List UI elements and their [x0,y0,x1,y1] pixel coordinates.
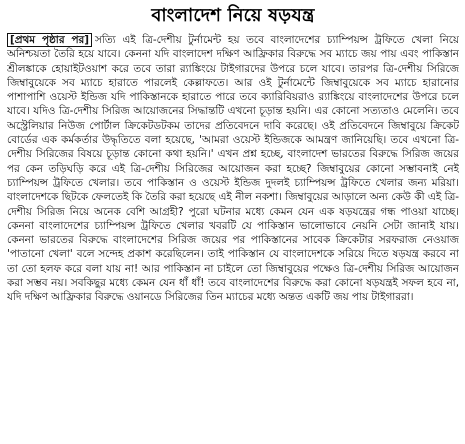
article-headline: বাংলাদেশ নিয়ে ষড়যন্ত্র [151,5,315,26]
article-body [7,33,459,305]
continued-from-front-page-tag: [প্রথম পৃষ্ঠার পর] [7,33,92,47]
article-body-container [7,33,459,443]
article-body-text: সত্যি এই ত্রি-দেশীয় টুর্নামেন্ট হয় তবে বাংলাদেশের চ্যাম্পিয়ন্স ট্রফিতে খেলা নিয়ে অনিশ্চয়তা তৈরি হয়ে যাবে। কেননা যদি বাংলাদেশ দক্ষিণ আফ্রিকার বিরুদ্ধে সব ম্যাচে জয় পায় এবং পাকিস্তান শ্রীলঙ্কাকে হোয়াইটওয়াশ করে তবে তারা র‍্যাঙ্কিংয়ে টাইগারদের উপরে চলে যাবে। তারপর ত্রি-দেশীয় সিরিজে জিম্বাবুয়েকে সব ম্যাচে হারাতে পারলেই কেল্লাফতে। আর ওই টুর্নামেন্টে জিম্বাবুয়েকে সব ম্যাচে হারানোর পাশাপাশি ওয়েস্ট ইন্ডিজ যদি পাকিস্তানকে হারাতে পারে তবে ক্যারিবিয়রাও র‍্যাঙ্কিংয়ে বাংলাদেশের উপরে চলে যাবে। যদিও ত্রি-দেশীয় সিরিজ আয়োজনের সিদ্ধান্তটি এখনো চূড়ান্ত হয়নি। এর কোনো সত্যতাও মেলেনি। তবে অস্ট্রেলিয়ার নিউজ পোর্টাল ক্রিকেটডটকম তাদের প্রতিবেদনে দাবি করেছে। ওই প্রতিবেদনে জিম্বাবুয়ে ক্রিকেট বোর্ডের এক কর্মকর্তার উদ্ধৃতিতে বলা হয়েছে, 'আমরা ওয়েস্ট ইন্ডিজকে আমন্ত্রণ জানিয়েছি। তবে এখনো ত্রি-দেশীয় সিরিজের বিষয়ে চূড়ান্ত কোনো কথা হয়নি।' এখন প্রশ্ন হচ্ছে, বাংলাদেশ ভারতের বিরুদ্ধে সিরিজ জয়ের পর কেন তড়িঘড়ি করে এই ত্রি-দেশীয় সিরিজের আয়োজন করা হচ্ছে? জিম্বাবুয়ের কোনো সম্ভাবনাই নেই চ্যাম্পিয়ন্স ট্রফিতে খেলার। তবে পাকিস্তান ও ওয়েস্ট ইন্ডিজ দুদলই চ্যাম্পিয়ন্স ট্রফিতে খেলার জন্য মরিয়া। বাংলাদেশকে ছিটকে ফেলতেই কি তৈরি করা হয়েছে এই নীল নকশা। জিম্বাবুয়ের আড়ালে অন্য কেউ কী এই ত্রি-দেশীয় সিরিজ নিয়ে অনেক বেশি আগ্রহী? পুরো ঘটনার মধ্যে কেমন যেন এক ষড়যন্ত্রের গন্ধ পাওয়া যাচ্ছে। কেননা বাংলাদেশের চ্যাম্পিয়ন্স ট্রফিতে খেলার খবরটি যে পাকিস্তান ভালোভাবে নেয়নি সেটা জানাই যায়। কেননা ভারতের বিরুদ্ধে বাংলাদেশের সিরিজ জয়ের পর পাকিস্তানের সাবেক ক্রিকেটার সরফরাজ নেওয়াজ 'পাতানো খেলা' বলে সন্দেহ প্রকাশ করেছিলেন। তাই পাকিস্তান যে বাংলাদেশকে সরিয়ে দিতে ষড়যন্ত্র করবে না তা তো হলফ করে বলা যায় না! আর পাকিস্তান না চাইলে তো জিম্বাবুয়ের পক্ষেও ত্রি-দেশীয় সিরিজ আয়োজন করা সম্ভব নয়। সবকিছুর মধ্যে কেমন যেন ধাঁ ধাঁ! তবে বাংলাদেশের বিরুদ্ধে করা কোনো ষড়যন্ত্রই সফল হবে না, যদি দক্ষিণ আফ্রিকার বিরুদ্ধে ওয়ানডে সিরিজের তিন ম্যাচের মধ্যে অন্তত একটি জয় পায় টাইগাররা। [7,34,459,304]
